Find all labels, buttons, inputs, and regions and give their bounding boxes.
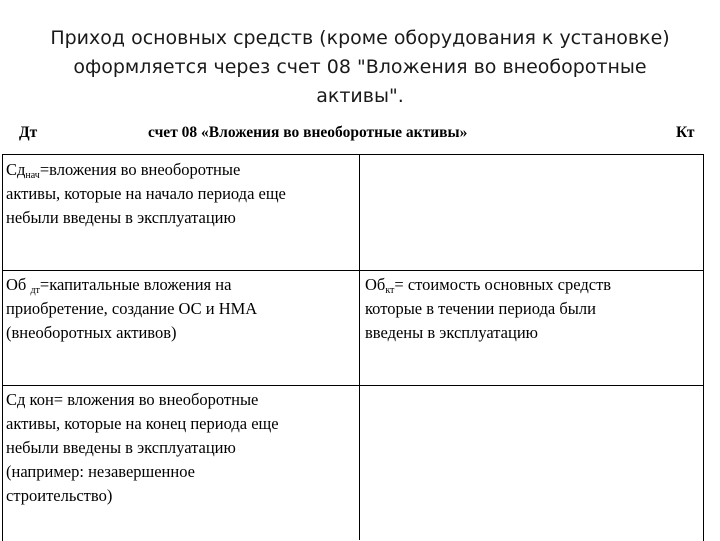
row3-debit-line5: строительство) <box>6 486 113 505</box>
row1-debit-line3: небыли введены в эксплуатацию <box>6 208 236 227</box>
row-divider-2 <box>2 385 703 386</box>
debit-label: Дт <box>19 124 38 141</box>
row2-credit-line3: введены в эксплуатацию <box>365 323 538 342</box>
row2-credit-line2: которые в течении периода были <box>365 299 596 318</box>
column-divider <box>359 154 360 540</box>
row2-debit-line2: приобретение, создание ОС и НМА <box>6 299 258 318</box>
row2-debit-sub: дт <box>30 285 40 296</box>
row2-debit-cell <box>6 273 257 345</box>
row1-debit-line2: активы, которые на начало периода еще <box>6 184 286 203</box>
row2-debit-line1: =капитальные вложения на <box>39 275 232 294</box>
row1-debit-sub: нач <box>25 170 40 181</box>
row2-debit-line3: (внеоборотных активов) <box>6 323 177 342</box>
row3-debit-line3: небыли введены в эксплуатацию <box>6 438 236 457</box>
row3-debit-line4: (например: незавершенное <box>6 462 195 481</box>
row1-debit-cell <box>6 158 286 230</box>
row2-credit-sub: кт <box>385 285 395 296</box>
row2-credit-prefix: Об <box>365 275 386 294</box>
title-line-1: Приход основных средств (кроме оборудования к установке) <box>50 27 670 49</box>
row2-credit-line1: = стоимость основных средств <box>394 275 612 294</box>
credit-label: Кт <box>676 124 695 141</box>
row-divider-1 <box>2 270 703 271</box>
t-account-header <box>0 118 720 154</box>
row2-credit-cell <box>365 273 611 345</box>
row2-debit-prefix: Об <box>6 275 31 294</box>
account-label: счет 08 «Вложения во внеоборотные активы» <box>148 124 468 141</box>
title-line-3: активы". <box>316 85 404 107</box>
row1-debit-line1: =вложения во внеоборотные <box>39 160 241 179</box>
row1-debit-prefix: Сд <box>6 160 26 179</box>
row3-debit-line1: Сд кон= вложения во внеоборотные <box>6 390 259 409</box>
title-line-2: оформляется через счет 08 "Вложения во внеоборотные <box>73 56 647 78</box>
row3-debit-cell <box>6 388 279 508</box>
row3-debit-line2: активы, которые на конец периода еще <box>6 414 279 433</box>
slide-title <box>30 24 690 111</box>
